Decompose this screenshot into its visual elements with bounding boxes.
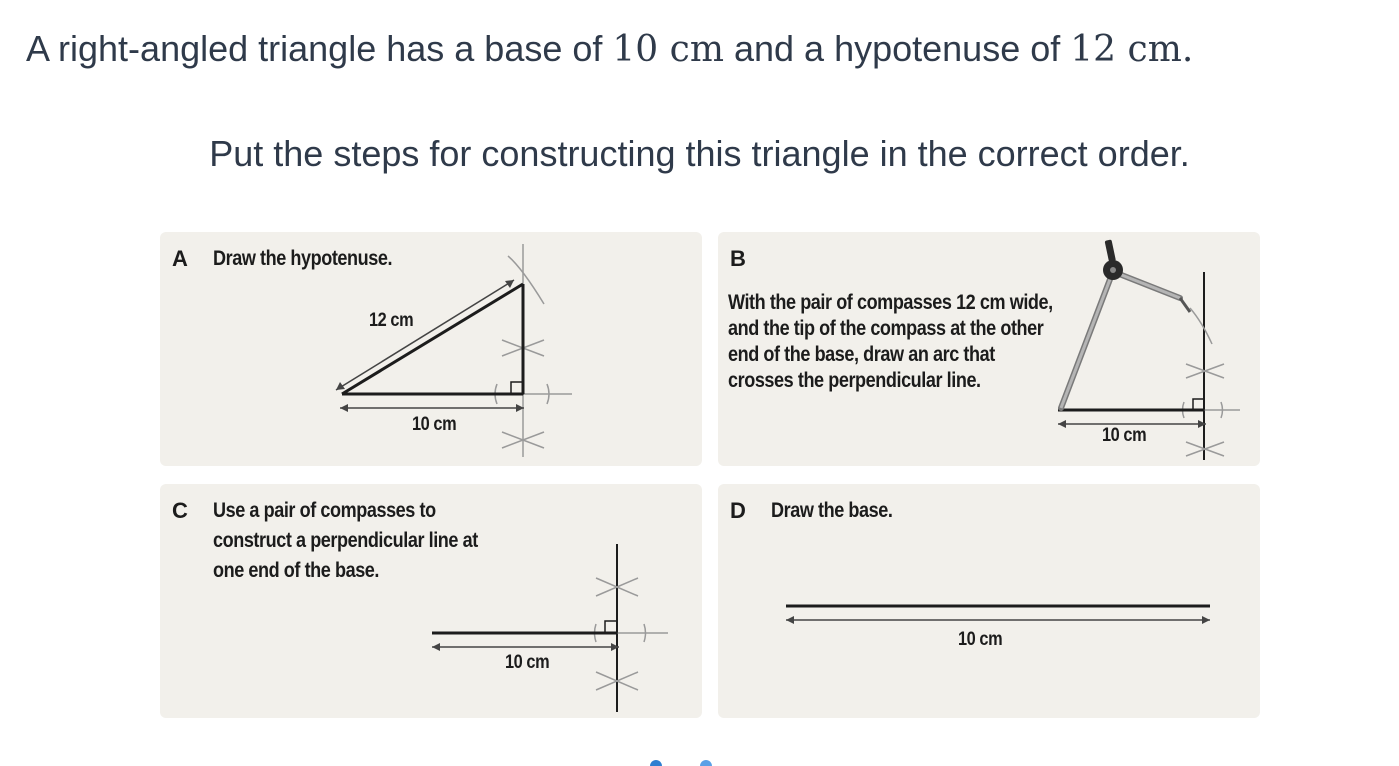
step-text: Draw the base. bbox=[771, 499, 893, 522]
step-letter: A bbox=[172, 246, 188, 271]
base-label: 10 cm bbox=[1102, 425, 1147, 446]
step-card-c[interactable] bbox=[160, 484, 702, 718]
base-label: 10 cm bbox=[412, 414, 457, 435]
step-text-line-1: With the pair of compasses 12 cm wide, bbox=[728, 291, 1053, 314]
hypotenuse-value: 12 cm bbox=[1070, 29, 1182, 70]
question-line-2: Put the steps for constructing this triangle in the correct order. bbox=[209, 133, 1190, 174]
step-text-line-3: one end of the base. bbox=[213, 559, 380, 582]
progress-dots bbox=[640, 758, 720, 766]
step-text-line-3: end of the base, draw an arc that bbox=[728, 343, 995, 366]
step-letter: B bbox=[730, 246, 746, 271]
step-text-line-2: construct a perpendicular line at bbox=[213, 529, 478, 552]
step-letter: D bbox=[730, 498, 746, 523]
base-label: 10 cm bbox=[505, 652, 550, 673]
base-value: 10 cm bbox=[612, 29, 724, 70]
base-label: 10 cm bbox=[958, 629, 1003, 650]
compass-icon bbox=[1061, 239, 1190, 408]
step-card-d[interactable] bbox=[718, 484, 1260, 718]
step-text-line-1: Use a pair of compasses to bbox=[213, 499, 436, 522]
step-text-line-4: crosses the perpendicular line. bbox=[728, 369, 981, 392]
step-card-a[interactable] bbox=[160, 232, 702, 466]
step-letter: C bbox=[172, 498, 188, 523]
step-text: Draw the hypotenuse. bbox=[213, 247, 393, 270]
question-prefix: A right-angled triangle has a base of bbox=[26, 28, 603, 69]
step-card-b[interactable] bbox=[718, 232, 1260, 466]
question-period: . bbox=[1181, 29, 1194, 70]
hypotenuse-label: 12 cm bbox=[369, 310, 414, 331]
question-mid: and a hypotenuse of bbox=[733, 28, 1061, 69]
step-text-line-2: and the tip of the compass at the other bbox=[728, 317, 1044, 340]
